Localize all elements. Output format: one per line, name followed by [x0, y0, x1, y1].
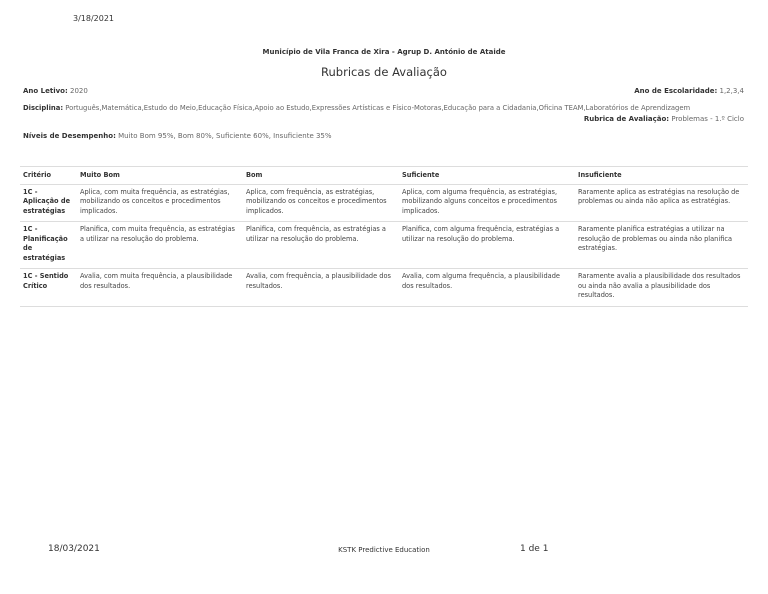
table-body: [20, 184, 748, 306]
niveis-desempenho: [23, 132, 332, 140]
cell-insuficiente: Raramente aplica as estratégias na resolução de problemas ou ainda não aplica as estratégias.: [575, 184, 748, 222]
cell-insuficiente: Raramente planifica estratégias a utilizar na resolução de problemas ou ainda não planifica estratégias.: [575, 222, 748, 269]
header-muito-bom: Muito Bom: [77, 167, 243, 185]
rubrica-value: Problemas - 1.º Ciclo: [671, 115, 744, 123]
ano-letivo-label: Ano Letivo:: [23, 87, 68, 95]
ano-escolaridade-label: Ano de Escolaridade:: [634, 87, 718, 95]
footer-brand: KSTK Predictive Education: [338, 546, 430, 554]
table-row: [20, 222, 748, 269]
header-row: [20, 167, 748, 185]
print-date: 3/18/2021: [73, 14, 115, 23]
ano-letivo-value: 2020: [70, 87, 88, 95]
cell-muito-bom: Aplica, com muita frequência, as estratégias, mobilizando os conceitos e procedimentos implicados.: [77, 184, 243, 222]
cell-bom: Aplica, com frequência, as estratégias, mobilizando os conceitos e procedimentos implicados.: [243, 184, 399, 222]
footer-date: 18/03/2021: [48, 544, 100, 554]
cell-muito-bom: Avalia, com muita frequência, a plausibilidade dos resultados.: [77, 269, 243, 307]
header-suficiente: Suficiente: [399, 167, 575, 185]
disciplina-value: Português,Matemática,Estudo do Meio,Educação Física,Apoio ao Estudo,Expressões Artísticas e Físico-Motoras,Educação para a Cidadania,Oficina TEAM,Laboratórios de Aprendizagem: [65, 104, 691, 112]
cell-suficiente: Aplica, com alguma frequência, as estratégias, mobilizando alguns conceitos e procedimentos implicados.: [399, 184, 575, 222]
header-criterio: Critério: [20, 167, 77, 185]
table-header: [20, 167, 748, 185]
disciplina-label: Disciplina:: [23, 104, 64, 112]
cell-insuficiente: Raramente avalia a plausibilidade dos resultados ou ainda não avalia a plausibilidade dos resultados.: [575, 269, 748, 307]
cell-criterio: 1C - Planificação de estratégias: [20, 222, 77, 269]
rubric-table: [20, 166, 748, 307]
niveis-value: Muito Bom 95%, Bom 80%, Suficiente 60%, Insuficiente 35%: [118, 132, 332, 140]
cell-criterio: 1C - Sentido Crítico: [20, 269, 77, 307]
table-row: [20, 269, 748, 307]
page-title: Rubricas de Avaliação: [321, 65, 447, 79]
cell-muito-bom: Planifica, com muita frequência, as estratégias a utilizar na resolução do problema.: [77, 222, 243, 269]
cell-criterio: 1C - Aplicação de estratégias: [20, 184, 77, 222]
cell-bom: Avalia, com frequência, a plausibilidade dos resultados.: [243, 269, 399, 307]
cell-bom: Planifica, com frequência, as estratégias a utilizar na resolução do problema.: [243, 222, 399, 269]
rubrica-label: Rubrica de Avaliação:: [583, 115, 670, 123]
table-row: [20, 184, 748, 222]
ano-letivo: [23, 87, 88, 95]
ano-escolaridade: [634, 87, 744, 95]
cell-suficiente: Planifica, com alguma frequência, estratégias a utilizar na resolução do problema.: [399, 222, 575, 269]
disciplina: [23, 104, 690, 112]
organization-name: Município de Vila Franca de Xira - Agrup D. António de Ataide: [262, 48, 506, 56]
niveis-label: Níveis de Desempenho:: [23, 132, 116, 140]
ano-escolaridade-value: 1,2,3,4: [719, 87, 744, 95]
rubrica-avaliacao: [584, 115, 744, 123]
header-insuficiente: Insuficiente: [575, 167, 748, 185]
header-bom: Bom: [243, 167, 399, 185]
cell-suficiente: Avalia, com alguma frequência, a plausibilidade dos resultados.: [399, 269, 575, 307]
page-number: 1 de 1: [520, 544, 549, 554]
